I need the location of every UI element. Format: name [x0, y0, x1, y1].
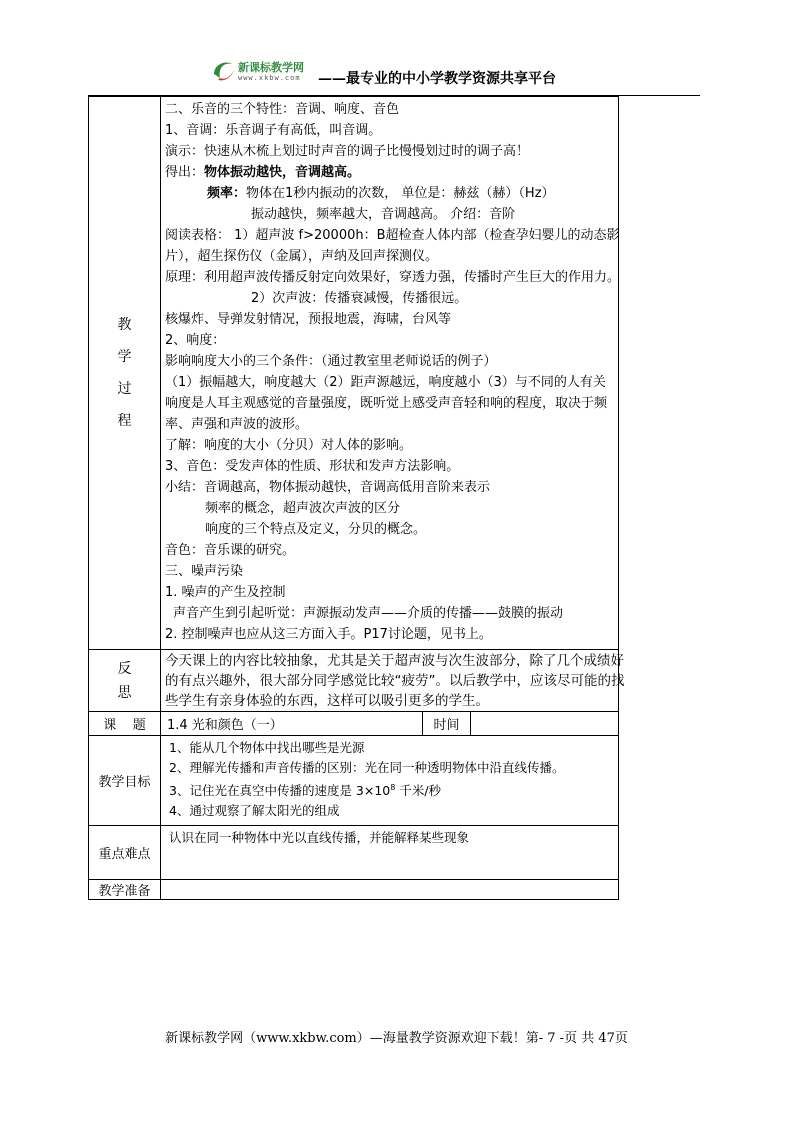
- time-label: 时间: [423, 712, 471, 736]
- objective-item: [169, 778, 614, 801]
- text-line: 响度是人耳主观感觉的音量强度，既听觉上感受声音轻和响的程度，取决于频: [165, 396, 608, 411]
- site-logo[interactable]: [210, 56, 322, 88]
- conclusion-text: 物体振动越快，音调越高。: [204, 165, 361, 180]
- process-content: [161, 97, 619, 650]
- text-line: 率、声强和声波的波形。: [165, 417, 309, 432]
- reflection-content: [161, 650, 625, 712]
- text-line: 阅读表格： 1）超声波 f>20000h：B超检查人体内部（检查孕妇婴儿的动态影: [165, 228, 620, 243]
- prep-content: [161, 880, 619, 900]
- text-line: 今天课上的内容比较抽象，尤其是关于超声波与次生波部分，除了几个成绩好: [165, 652, 624, 669]
- text-line: 演示：快速从木梳上划过时声音的调子比慢慢划过时的调子高！: [165, 144, 530, 159]
- exponent: 8: [390, 783, 396, 792]
- text-line: 1. 噪声的产生及控制: [165, 585, 286, 600]
- page-footer: 新课标教学网（www.xkbw.com）—海量教学资源欢迎下载！第- 7 -页 共 47页: [165, 1031, 628, 1046]
- text-line: 振动越快，频率越大，音调越高。 介绍：音阶: [251, 207, 516, 222]
- text-line: 2）次声波：传播衰减慢，传播很远。: [251, 291, 468, 306]
- objective-item-text: 3、记住光在真空中传播的速度是 3×10: [169, 783, 391, 799]
- text-line: 了解：响度的大小（分贝）对人体的影响。: [165, 438, 413, 453]
- header-slogan: ——最专业的中小学教学资源共享平台: [318, 71, 556, 87]
- objective-item-unit: 千米/秒: [395, 783, 442, 799]
- text-line: 频率的概念，超声波次声波的区分: [205, 501, 401, 516]
- text-line: 声音产生到引起听觉：声源振动发声——介质的传播——鼓膜的振动: [173, 606, 564, 621]
- section-heading: 二、乐音的三个特性：音调、响度、音色: [165, 102, 400, 117]
- objectives-label: 教学目标: [89, 736, 161, 826]
- text-line: 2、响度：: [165, 333, 226, 348]
- time-value: [471, 712, 619, 736]
- keypoints-row: [89, 826, 619, 880]
- text-line: 原理：利用超声波传播反射定向效果好，穿透力强，传播时产生巨大的作用力。: [165, 270, 621, 285]
- text-line: （1）振幅越大，响度越大（2）距声源越远，响度越小（3）与不同的人有关: [165, 375, 606, 390]
- objectives-content: [161, 736, 619, 826]
- reflection-row: [89, 650, 619, 712]
- reflection-label-char: 思: [117, 684, 132, 701]
- text-line: 2. 控制噪声也应从这三方面入手。P17讨论题，见书上。: [165, 627, 492, 642]
- text-line: [165, 162, 614, 183]
- topic-row: [89, 712, 619, 736]
- text-line: 片），超生探伤仪（金属），声纳及回声探测仪。: [165, 249, 439, 264]
- prep-row: [89, 880, 619, 900]
- text-line: 核爆炸、导弹发射情况，预报地震，海啸，台风等: [165, 312, 452, 327]
- objectives-row: [89, 736, 619, 826]
- text-line: 1、音调：乐音调子有高低，叫音调。: [165, 123, 382, 138]
- text-line: [165, 183, 614, 204]
- lesson-plan-table: [88, 96, 625, 900]
- process-side-label: [89, 97, 161, 650]
- section-heading: 三、噪声污染: [165, 564, 244, 579]
- prep-label: 教学准备: [89, 880, 161, 900]
- objective-item: 2、理解光传播和声音传播的区别：光在同一种透明物体中沿直线传播。: [169, 760, 565, 775]
- process-label-char: 教: [117, 317, 132, 333]
- text-line: 小结：音调越高，物体振动越快，音调高低用音阶来表示: [165, 480, 491, 495]
- logo-url: www.xkbw.com: [238, 74, 301, 82]
- text-line: 影响响度大小的三个条件：（通过教室里老师说话的例子）: [165, 354, 497, 369]
- frequency-text: 物体在1秒内振动的次数， 单位是：赫兹（赫）（Hz）: [246, 186, 555, 201]
- keypoints-content: 认识在同一种物体中光以直线传播，并能解释某些现象: [161, 826, 619, 880]
- frequency-label: 频率：: [207, 186, 247, 201]
- process-label-char: 过: [117, 381, 132, 397]
- conclusion-label: 得出：: [165, 165, 205, 180]
- topic-label: 课 题: [89, 712, 161, 736]
- process-row: [89, 97, 619, 650]
- reflection-label-char: 反: [117, 660, 132, 677]
- process-label-char: 学: [117, 349, 132, 365]
- topic-value: 1.4 光和颜色（一）: [161, 712, 423, 736]
- logo-swoosh-icon: [210, 58, 236, 84]
- keypoints-label: 重点难点: [89, 826, 161, 880]
- reflection-side-label: [89, 650, 161, 712]
- text-line: 音色：音乐课的研究。: [165, 543, 296, 558]
- objective-item: 4、通过观察了解太阳光的组成: [169, 803, 340, 819]
- text-line: 的有点兴趣外，很大部分同学感觉比较“疲劳”。以后教学中，应该尽可能的找: [165, 672, 625, 689]
- objective-item: 1、能从几个物体中找出哪些是光源: [169, 740, 365, 755]
- text-line: 3、音色：受发声体的性质、形状和发声方法影响。: [165, 459, 460, 474]
- text-line: 响度的三个特点及定义，分贝的概念。: [205, 522, 427, 537]
- logo-name: 新课标教学网: [238, 61, 304, 74]
- process-label-char: 程: [117, 413, 132, 429]
- text-line: 些学生有亲身体验的东西，这样可以吸引更多的学生。: [165, 692, 489, 709]
- page-header: [210, 56, 700, 96]
